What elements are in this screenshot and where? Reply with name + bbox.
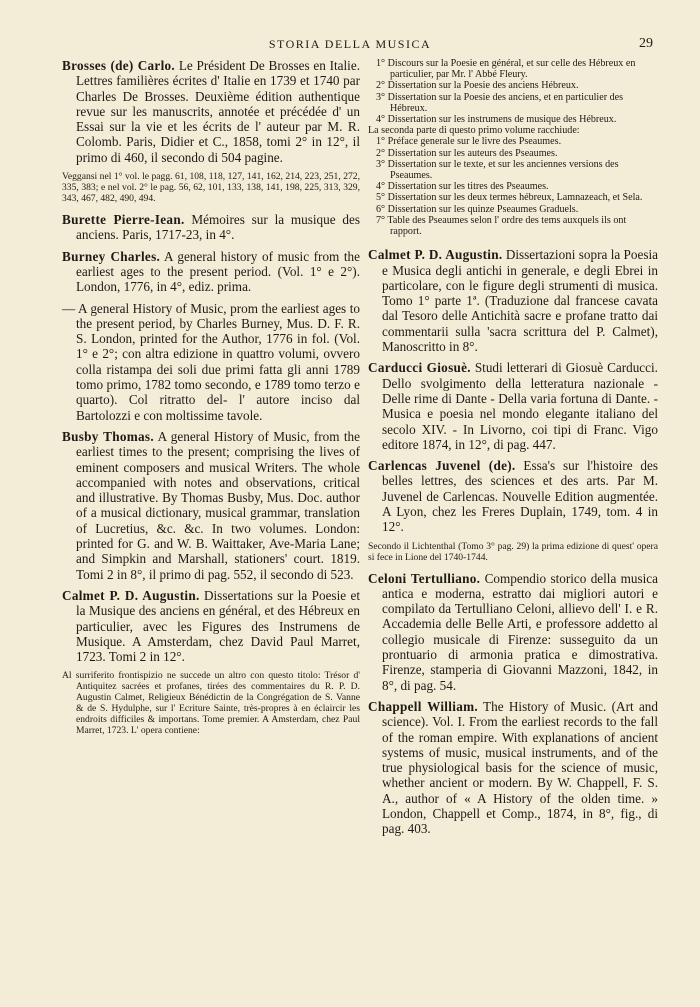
entry-text: — A general History of Music, prom the earliest ages to the present period, by Charles Burney, Mus. D. F. R. S. London, printed for the Author, 1776 in fol. (Vol. 1° e 2°; con altra edizione in quattro volumi, ovvero colla ristampa dei soli due primi fatta gli anni 1789 tomo primo, 1782 tomo secondo, e 1789 tomo terzo e quarto). Col ritratto del- l' autore inciso dal Bartolozzi e con moltissime tavole.	[62, 300, 360, 423]
headword: Chappell William.	[368, 698, 478, 714]
entry-celoni	[368, 571, 658, 693]
entry-text: Compendio storico della musica antica e moderna, estratto dai migliori autori e compilato da Tertulliano Celoni, allievo dell' I. e R. Accademia delle Belle Arti, e professore addetto al collegio musicale di Firenze: susseguito da un prontuario di armonia pratica e dimostrativa. Firenze, stamperia di Giovanni Mazzoni, 1842, in 8°, di pag. 54.	[382, 570, 659, 693]
entry-text: Studi letterari di Giosuè Carducci. Dello svolgimento della letteratura nazionale - Delle rime di Dante - Della varia fortuna di Dante. - Musica e poesia nel mondo elegante italiano del secolo XIV. - In Livorno, coi tipi di Franc. Vigo editore 1874, in 12°, di pag. 447.	[382, 360, 658, 452]
entry-burney	[62, 249, 360, 295]
entry-text: Essa's sur l'histoire des belles lettres, des sciences et des arts. Par M. Juvenel de Carlencas. Nouvelle Edition augmentée. A Lyon, chez les Freres Duplain, 1749, tom. 4 in 12°.	[382, 458, 658, 535]
note-brosses: Veggansi nel 1° vol. le pagg. 61, 108, 118, 127, 141, 162, 214, 223, 251, 272, 335, 383; e nel vol. 2° le pag. 56, 62, 101, 133, 138, 141, 198, 225, 313, 329, 343, 467, 482, 490, 494.	[62, 171, 360, 205]
page-number: 29	[639, 36, 653, 51]
left-column	[62, 58, 360, 744]
entry-text: Dissertazioni sopra la Poesia e Musica degli antichi in generale, e degli Ebrei in particolare, con le figure degli strumenti di musica. Tomo 1° parte 1ª. (Traduzione dal francese cavata dal Tesoro delle Antichità sacre e profane tratto dai commentarii sulla 'sacra scrittura del P. Calmet), Manoscritto in 8°.	[382, 247, 658, 355]
entry-burney-2	[62, 301, 360, 423]
list-item: 4° Dissertation sur les instrumens de musique des Hébreux.	[376, 114, 617, 126]
list-item: 2° Dissertation sur la Poesie des anciens Hébreux.	[376, 80, 579, 92]
entry-text: Mémoires sur la musique des anciens. Paris, 1717-23, in 4°.	[76, 212, 360, 243]
page-header	[0, 37, 700, 57]
headword: Carducci Giosuè.	[368, 360, 471, 376]
headword: Burney Charles.	[62, 248, 161, 264]
entry-text: A general history of music from the earliest ages to the present period. (Vol. 1° e 2°). London, 1776, in 4°, ediz. prima.	[76, 248, 360, 295]
headword: Calmet P. D. Augustin.	[368, 247, 503, 263]
list-item: 5° Dissertation sur les deux termes hébreux, Lamnazeach, et Sela.	[376, 192, 643, 204]
list-item: 6° Dissertation sur les quinze Pseaumes Graduels.	[376, 203, 579, 215]
list-item: 3° Dissertation sur le texte, et sur les anciennes versions des Pseaumes.	[376, 158, 619, 182]
headword: Burette Pierre-Iean.	[62, 212, 185, 228]
list-item: 4° Dissertation sur les titres des Pseaumes.	[376, 181, 549, 193]
headword: Calmet P. D. Augustin.	[62, 587, 200, 603]
entry-text: A general History of Music, from the earliest times to the present; comprising the lives of eminent composers and musical Writers. The whole accompanied with notes and observations, critical and illustrative. By Thomas Busby, Mus. Doc. author of a musical dictionary, musical grammar, translation of Lucretius, &c. &c. In two volumes. London: printed for G. and W. B. Waittaker, Ave-Maria Lane; and Simpkin and Marshall, stationers' court. 1819. Tomi 2 in 8°, il primo di pag. 552, il secondo di 523.	[76, 428, 360, 582]
entry-calmet-2	[368, 247, 658, 354]
list-item: 3° Dissertation sur la Poesie des anciens, et en particulier des Hébreux.	[376, 91, 624, 114]
entry-brosses	[62, 58, 360, 165]
entry-text: The History of Music. (Art and science). Vol. I. From the earliest records to the fall of the roman empire. With explanations of ancient systems of music, musical instruments, and of the true physiological basis for the science of music, whether ancient or modern. By W. Chappell, F. S. A., author of « A History of the olden time. » London, Chappell et Comp., 1874, in 8°, fig., di pag. 403.	[382, 698, 658, 837]
entry-busby	[62, 429, 360, 582]
list-item: 7° Table des Pseaumes selon l' ordre des tems auxquels ils ont rapport.	[376, 214, 627, 238]
entry-text: Dissertations sur la Poesie et la Musique des anciens en général, et des Hébreux en particulier, avec les Figures des Instrumens de Musique. A Amsterdam, chez David Paul Marret, 1723. Tomi 2 in 12°.	[76, 587, 360, 665]
entry-calmet-1	[62, 588, 360, 664]
headword: Celoni Tertulliano.	[368, 570, 481, 586]
entry-carlencas	[368, 458, 658, 534]
entry-burette	[62, 212, 360, 243]
headword: Brosses (de) Carlo.	[62, 58, 176, 73]
headword: Carlencas Juvenel (de).	[368, 458, 516, 474]
list-item: 1° Préface generale sur le livre des Pseaumes.	[376, 136, 562, 148]
running-title: STORIA DELLA MUSICA	[268, 37, 432, 51]
note-calmet-1: Al surriferito frontispizio ne succede un altro con questo titolo: Trésor d' Antiquitez sacrées et profanes, tirées des commentaires du R. P. D. Augustin Calmet, Religieux Bénédictin de la Congrégation de S. Vanne & de S. Hydulphe, sur l' Ecriture Sainte, très-propres à en éclaircir les endroits difficiles & importans. Tome premier. A Amsterdam, chez Paul Marret, 1723. L' opera contiene:	[62, 670, 360, 737]
list-item: 1° Discours sur la Poesie en général, et sur celle des Hébreux en particulier, par Mr. l' Abbé Fleury.	[376, 58, 636, 81]
list-item: La seconda parte di questo primo volume racchiude:	[368, 125, 580, 137]
entry-carducci	[368, 360, 658, 452]
right-column	[368, 58, 658, 843]
note-carlencas: Secondo il Lichtenthal (Tomo 3° pag. 29) la prima edizione di quest' opera si fece in Lione del 1740-1744.	[368, 540, 658, 563]
headword: Busby Thomas.	[62, 428, 154, 444]
entry-text: Le Président De Brosses en Italie. Lettres familières écrites d' Italie en 1739 et 1740 par Charles De Brosses. Deuxième édition authentique revue sur les manuscrits, annotée et précédée d' un Essai sur la vie et les écrits de l' auteur par M. R. Colomb. Paris, Didier et C., 1858, tomi 2° in 12°, il primo di 460, il secondo di 504 pagine.	[76, 58, 360, 165]
list-item: 2° Dissertation sur les auteurs des Pseaumes.	[376, 147, 558, 159]
entry-chappell	[368, 699, 658, 837]
calmet-contents-list	[368, 58, 658, 237]
